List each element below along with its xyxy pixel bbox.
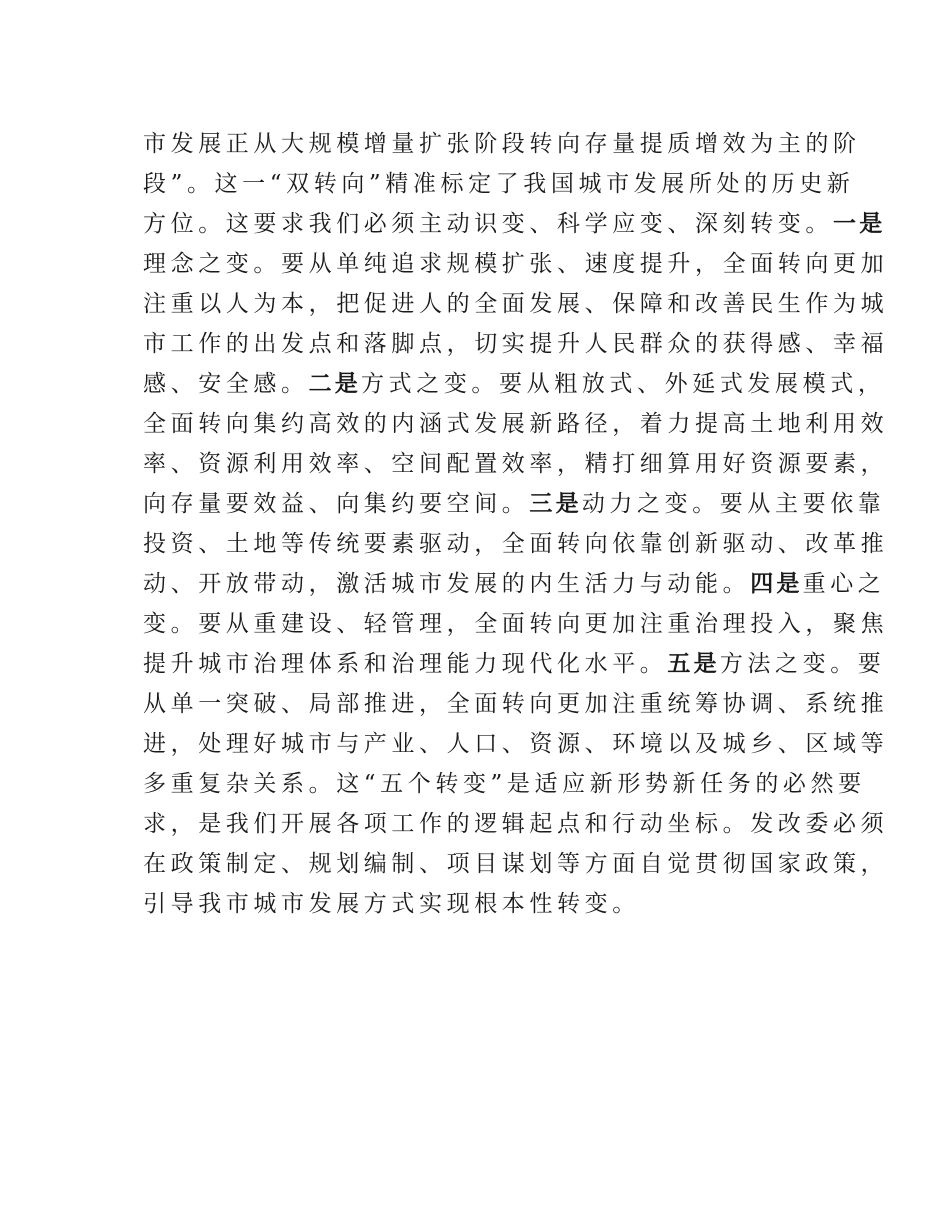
text-segment: 率、资源利用效率、空间配置效率，精打细算用好资源要素， [143,451,889,477]
text-line [143,444,889,484]
text-line [143,644,886,684]
text-line [143,244,889,284]
text-line [143,164,855,204]
text-segment: 提升城市治理体系和治理能力现代化水平。 [143,651,668,677]
text-segment: 全面转向集约高效的内涵式发展新路径，着力提高土地利用效 [143,411,889,437]
text-segment: 动、开放带动，激活城市发展的内生活力与动能。 [143,571,751,597]
text-line [143,124,861,164]
bold-ordinal-marker: 二是 [308,371,362,397]
text-line [143,324,889,364]
text-line [143,204,886,244]
text-line [143,724,889,764]
text-segment: 注重以人为本，把促进人的全面发展、保障和改善民生作为城 [143,291,889,317]
text-segment: 向存量要效益、向集约要空间。 [143,491,530,517]
text-segment: 变。要从重建设、轻管理，全面转向更加注重治理投入，聚焦 [143,611,889,637]
text-segment: 进，处理好城市与产业、人口、资源、环境以及城乡、区域等 [143,731,889,757]
text-segment: 段”。这一“双转向”精准标定了我国城市发展所处的历史新 [143,171,855,197]
text-segment: 在政策制定、规划编制、项目谋划等方面自觉贯彻国家政策， [143,851,889,877]
bold-ordinal-marker: 三是 [529,491,582,517]
text-segment: 重心之 [802,571,886,597]
text-line [143,484,886,524]
bold-ordinal-marker: 四是 [750,571,803,597]
text-segment: 求，是我们开展各项工作的逻辑起点和行动坐标。发改委必须 [143,811,889,837]
text-line [143,884,823,924]
text-line [143,564,886,604]
text-line [143,804,889,844]
text-segment: 市发展正从大规模增量扩张阶段转向存量提质增效为主的阶 [143,131,861,157]
text-line [143,404,889,444]
text-segment: 感、安全感。 [143,371,309,397]
text-segment: 多重复杂关系。这“五个转变”是适应新形势新任务的必然要 [143,771,866,797]
text-segment: 从单一突破、局部推进，全面转向更加注重统筹协调、系统推 [143,691,889,717]
bold-ordinal-marker: 一是 [833,211,886,237]
text-line [143,684,889,724]
text-line [143,364,886,404]
bold-ordinal-marker: 五是 [667,651,720,677]
text-line [143,604,889,644]
text-segment: 方法之变。要 [719,651,886,677]
text-segment: 理念之变。要从单纯追求规模扩张、速度提升，全面转向更加 [143,251,889,277]
text-segment: 引导我市城市发展方式实现根本性转变。 [143,891,640,917]
text-line [143,524,889,564]
text-segment: 动力之变。要从主要依靠 [581,491,886,517]
text-line [143,764,866,804]
body-paragraph [143,124,889,924]
text-segment: 方位。这要求我们必须主动识变、科学应变、深刻转变。 [143,211,833,237]
text-segment: 方式之变。要从粗放式、外延式发展模式， [361,371,886,397]
text-segment: 市工作的出发点和落脚点，切实提升人民群众的获得感、幸福 [143,331,889,357]
text-line [143,284,889,324]
text-segment: 投资、土地等传统要素驱动，全面转向依靠创新驱动、改革推 [143,531,889,557]
text-line [143,844,889,884]
